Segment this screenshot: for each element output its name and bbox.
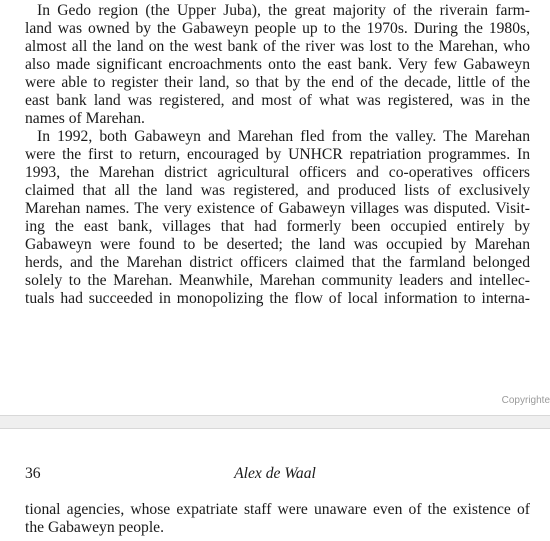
paragraph-2-line-6: ing the east bank, villages that had formerly been occupied entirely by	[25, 218, 530, 235]
copyright-watermark: Copyrighte	[501, 395, 550, 406]
page-number: 36	[25, 465, 41, 482]
paragraph-2-line-3: 1993, the Marehan district agricultural officers and co-operatives officers	[25, 164, 530, 181]
paragraph-1-line-7: names of Marehan.	[25, 110, 145, 127]
continued-line-1: tional agencies, whose expatriate staff were unaware even of the existence of	[25, 501, 530, 518]
paragraph-1-line-1: In Gedo region (the Upper Juba), the great majority of the riverain farm-	[37, 2, 530, 19]
paragraph-2-line-5: Marehan names. The very existence of Gabaweyn villages was disputed. Visit-	[25, 200, 530, 217]
paragraph-1-line-6: east bank land was registered, and most of what was registered, was in the	[25, 92, 530, 109]
paragraph-1-line-4: also made significant encroachments onto the east bank. Very few Gabaweyn	[25, 56, 530, 73]
paragraph-1-line-5: were able to register their land, so that by the end of the decade, little of the	[25, 74, 530, 91]
paragraph-1-line-2: land was owned by the Gabaweyn people up to the 1970s. During the 1980s,	[25, 20, 530, 37]
continued-line-2: the Gabaweyn people.	[25, 519, 164, 536]
running-head-author: Alex de Waal	[234, 465, 316, 482]
page-break-divider	[0, 415, 550, 429]
paragraph-2-line-1: In 1992, both Gabaweyn and Marehan fled from the valley. The Marehan	[37, 128, 530, 145]
paragraph-2-line-9: solely to the Marehan. Meanwhile, Marehan community leaders and intellec-	[25, 272, 530, 289]
paragraph-2-line-2: were the first to return, encouraged by UNHCR repatriation programmes. In	[25, 146, 530, 163]
book-page-lower	[0, 429, 550, 541]
paragraph-2-line-8: herds, and the Marehan district officers claimed that the farmland belonged	[25, 254, 530, 271]
paragraph-1-line-3: almost all the land on the west bank of the river was lost to the Marehan, who	[25, 38, 530, 55]
paragraph-2-line-7: Gabaweyn were found to be deserted; the land was occupied by Marehan	[25, 236, 530, 253]
paragraph-2-line-10: tuals had succeeded in monopolizing the flow of local information to interna-	[25, 290, 530, 307]
paragraph-2-line-4: claimed that all the land was registered, and produced lists of exclusively	[25, 182, 530, 199]
